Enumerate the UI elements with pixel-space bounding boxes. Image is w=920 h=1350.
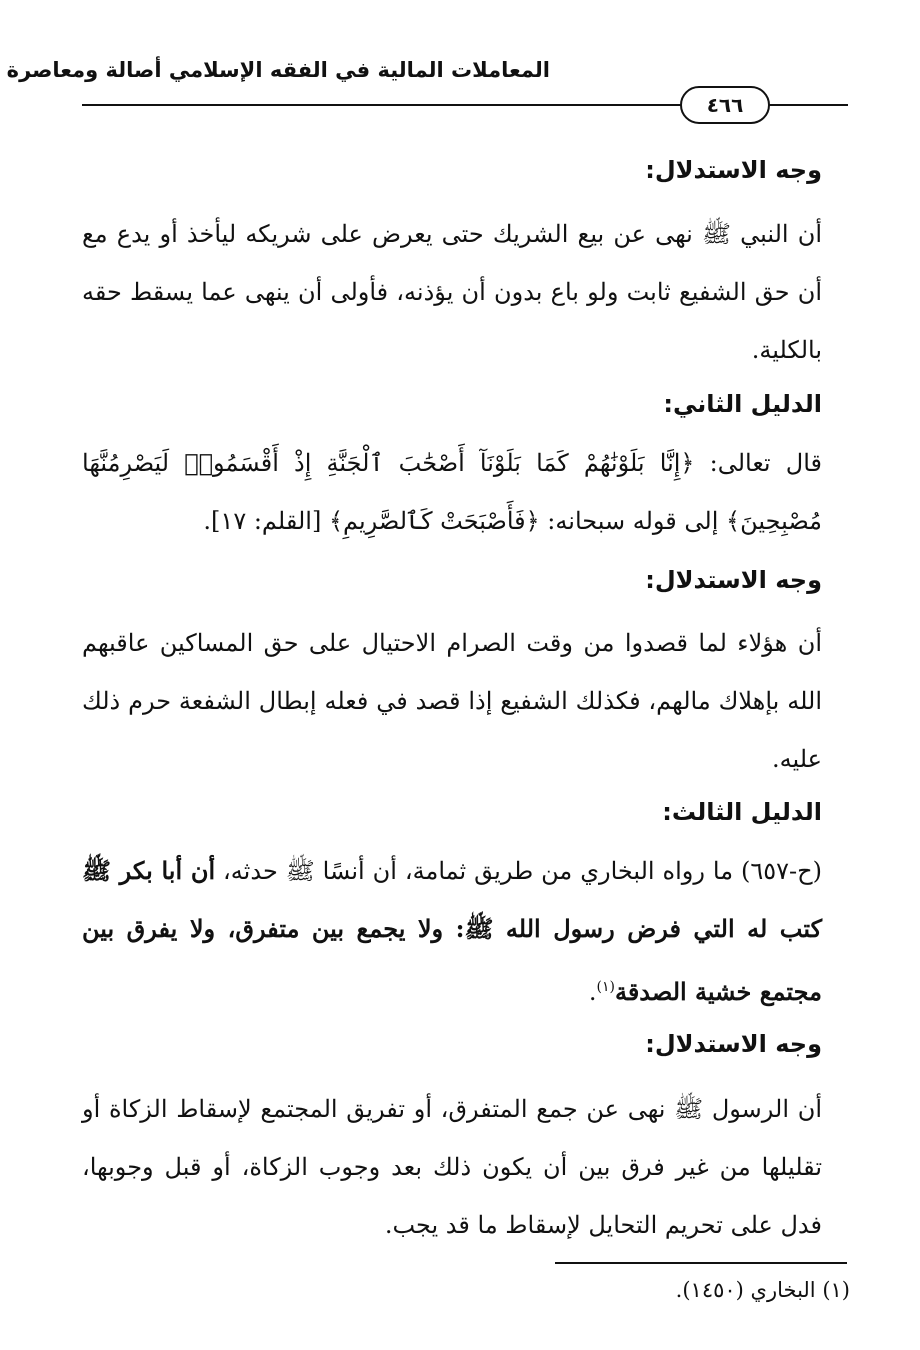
running-header-title: المعاملات المالية في الفقه الإسلامي أصالة ومعاصرة	[6, 58, 550, 82]
hadith-text: أن أبا بكر ﷺ كتب له التي فرض رسول الله ﷺ: ولا يجمع بين متفرق، ولا يفرق بين مجتمع خشية الصدقة	[82, 856, 822, 1006]
section-heading: وجه الاستدلال:	[645, 156, 822, 184]
hadith-intro: (ح-٦٥٧) ما رواه البخاري من طريق ثمامة، أن أنسًا ﷺ حدثه،	[215, 857, 823, 885]
section-heading: وجه الاستدلال:	[645, 566, 822, 594]
quran-quote-paragraph: قال تعالى: ﴿إِنَّا بَلَوْنَٰهُمْ كَمَا بَلَوْنَآ أَصْحَٰبَ ٱلْجَنَّةِ إِذْ أَقْسَمُوا۟ لَيَصْرِمُنَّهَا مُصْبِحِينَ﴾ إلى قوله سبحانه: ﴿فَأَصْبَحَتْ كَٱلصَّرِيمِ﴾ [القلم: ١٧].	[82, 449, 822, 535]
hadith-paragraph	[82, 842, 822, 1021]
footnote-rule	[555, 1262, 847, 1264]
section-heading: الدليل الثالث:	[662, 798, 822, 826]
page-number-badge: ٤٦٦	[680, 86, 770, 124]
paragraph: أن النبي ﷺ نهى عن بيع الشريك حتى يعرض على شريكه ليأخذ أو يدع مع أن حق الشفيع ثابت ولو باع بدون أن يؤذنه، فأولى أن ينهى عما يسقط حقه بالكلية.	[82, 220, 822, 364]
footnote-reference: (١)	[596, 979, 615, 995]
hadith-end: .	[588, 978, 597, 1006]
footnote: (١) البخاري (١٤٥٠).	[675, 1278, 850, 1302]
section-heading: الدليل الثاني:	[663, 390, 822, 418]
paragraph: أن الرسول ﷺ نهى عن جمع المتفرق، أو تفريق المجتمع لإسقاط الزكاة أو تقليلها من غير فرق بين أن يكون ذلك بعد وجوب الزكاة، أو قبل وجوبها، فدل على تحريم التحايل لإسقاط ما قد يجب.	[82, 1095, 822, 1239]
section-heading: وجه الاستدلال:	[645, 1030, 822, 1058]
paragraph: أن هؤلاء لما قصدوا من وقت الصرام الاحتيال على حق المساكين عاقبهم الله بإهلاك مالهم، فكذلك الشفيع إذا قصد في فعله إبطال الشفعة حرم ذلك عليه.	[82, 629, 823, 773]
